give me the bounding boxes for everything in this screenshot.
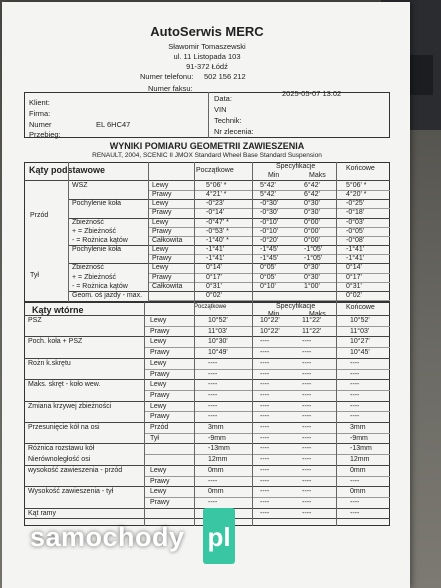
secondary-row-name: wysokość zawieszenia - przód	[28, 466, 123, 474]
secondary-row-final: ----	[350, 359, 360, 367]
basic-angles-title: Kąty podstawowe	[29, 165, 106, 175]
basic-col-initial: Początkowe	[196, 167, 234, 174]
secondary-row-initial: 12mm	[208, 456, 228, 464]
plate-number-value: EL 6HC47	[96, 120, 131, 129]
basic-row-final: 4°20' *	[346, 191, 367, 199]
secondary-row-final: 3mm	[350, 424, 366, 431]
basic-row-initial: -0°23'	[206, 200, 225, 208]
secondary-row-name: Kąt ramy	[28, 509, 57, 517]
secondary-row-initial: ----	[208, 477, 218, 485]
basic-row-min: 0°05'	[260, 273, 276, 281]
basic-row-min: 0°10'	[260, 282, 276, 290]
secondary-row-divider	[144, 390, 390, 391]
site-watermark	[30, 508, 250, 568]
basic-col-divider	[194, 162, 195, 302]
secondary-row-side: Tył	[150, 434, 159, 442]
basic-row-side: Lewy	[152, 182, 169, 189]
secondary-row-initial: -13mm	[208, 445, 230, 453]
secondary-row-min: 10°22'	[260, 317, 280, 324]
client-label: Klient:	[29, 98, 50, 107]
secondary-row-side: Prawy	[150, 327, 170, 335]
secondary-row-max: ----	[302, 466, 312, 474]
basic-row-initial: -1°41'	[206, 246, 225, 254]
secondary-row-final: 10°45'	[350, 349, 370, 357]
secondary-row-min: ----	[260, 488, 270, 496]
basic-row-min: -0°10'	[260, 227, 279, 235]
secondary-row-name: Nierównoległość osi	[28, 456, 91, 464]
basic-row-name: Pochylenie koła	[72, 200, 122, 208]
secondary-row-side: Lewy	[150, 381, 167, 389]
secondary-row-side: Lewy	[150, 359, 167, 367]
basic-row-max: 1°00'	[304, 282, 320, 290]
secondary-row-max: ----	[302, 434, 312, 442]
secondary-col-initial: Początkowe	[194, 304, 227, 310]
basic-row-name: Geom. oś jazdy - max.	[72, 291, 143, 299]
basic-row-initial: -1°41'	[206, 255, 225, 263]
secondary-row-min: ----	[260, 509, 270, 517]
date-label: Data:	[214, 94, 232, 103]
secondary-row-min: ----	[260, 456, 270, 464]
basic-row-min: -1°45'	[260, 255, 279, 263]
basic-row-side: Prawy	[152, 255, 172, 263]
secondary-row-name: Rożn k.skrętu	[28, 359, 71, 367]
secondary-row-max: ----	[302, 445, 312, 453]
secondary-row-max: ----	[302, 424, 312, 431]
basic-row-max: -1°05'	[304, 255, 323, 263]
secondary-row-initial: ----	[208, 413, 218, 421]
vin-label: VIN	[214, 105, 227, 114]
basic-row-max: 0°00'	[304, 227, 320, 235]
secondary-row-initial: 10°30'	[208, 338, 228, 346]
secondary-row-side: Lewy	[150, 466, 167, 474]
date-value: 2025-05-07 13:02	[282, 89, 342, 98]
secondary-row-final: ----	[350, 477, 360, 485]
watermark-text: samochody	[30, 522, 185, 552]
secondary-row-name: Poch. koła + PSZ	[28, 338, 83, 346]
city-address: 91-372 Łódź	[186, 62, 228, 71]
secondary-row-max: ----	[302, 338, 312, 346]
secondary-row-final: ----	[350, 509, 360, 517]
secondary-row-initial: 0mm	[208, 466, 224, 474]
secondary-row-initial: ----	[208, 370, 218, 378]
secondary-row-max: 11°22'	[302, 327, 322, 335]
basic-row-min: -0°10'	[260, 218, 279, 226]
basic-row-final: 0°14'	[346, 264, 362, 272]
basic-col-final: Końcowe	[346, 165, 375, 172]
report-title: WYNIKI POMIARU GEOMETRII ZAWIESZENIA	[109, 141, 305, 151]
basic-row-divider	[68, 263, 390, 264]
secondary-row-divider	[144, 347, 390, 348]
secondary-row-initial: ----	[208, 359, 218, 367]
secondary-row-max: ----	[302, 391, 312, 399]
secondary-row-min: ----	[260, 413, 270, 421]
owner-name: Sławomir Tomaszewski	[168, 42, 246, 51]
basic-row-final: -1°41'	[346, 246, 365, 254]
secondary-row-side: Przód	[150, 424, 169, 431]
front-axle-label: Przód	[30, 212, 49, 219]
plate-number-label: Numer	[29, 120, 52, 129]
secondary-col-final: Końcowe	[346, 304, 375, 311]
secondary-row-min: ----	[260, 477, 270, 485]
company-label: Firma:	[29, 109, 51, 118]
secondary-row-min: ----	[260, 424, 270, 431]
secondary-row-side: Prawy	[150, 349, 170, 357]
basic-row-final: -0°25'	[346, 200, 365, 208]
fax-label: Numer faksu:	[148, 84, 193, 93]
basic-row-final: -1°41'	[346, 255, 365, 263]
basic-row-name: + = Zbieżność	[72, 273, 116, 281]
secondary-row-final: ----	[350, 498, 360, 506]
order-number-label: Nr zlecenia:	[214, 127, 254, 136]
basic-row-max: 6°42'	[304, 191, 320, 199]
basic-row-side: Prawy	[152, 227, 172, 235]
basic-row-side: Lewy	[152, 218, 169, 226]
secondary-row-final: 10°27'	[350, 338, 370, 346]
secondary-row-side: Prawy	[150, 413, 170, 421]
basic-row-max: -1°05'	[304, 246, 323, 254]
basic-row-max: 0°30'	[304, 200, 320, 208]
secondary-row-min: ----	[260, 434, 270, 442]
secondary-row-final: ----	[350, 381, 360, 389]
basic-row-initial: 0°14'	[206, 264, 222, 272]
secondary-row-divider	[144, 497, 390, 498]
basic-row-initial: -0°47' *	[206, 218, 229, 226]
basic-row-side: Prawy	[152, 209, 172, 217]
secondary-row-min: ----	[260, 445, 270, 453]
basic-row-final: -0°05'	[346, 227, 365, 235]
mileage-label: Przebieg:	[29, 130, 61, 139]
secondary-row-side: Prawy	[150, 391, 170, 399]
basic-col-divider	[148, 162, 149, 302]
secondary-row-max: ----	[302, 456, 312, 464]
basic-row-final: 0°02'	[346, 291, 362, 299]
secondary-row-initial: 3mm	[208, 424, 224, 431]
basic-row-final: 0°31'	[346, 282, 362, 290]
basic-row-initial: 4°21' *	[206, 191, 227, 199]
secondary-row-initial: ----	[208, 381, 218, 389]
basic-col-divider	[336, 162, 337, 302]
secondary-row-max: ----	[302, 349, 312, 357]
basic-row-final: 0°17'	[346, 273, 362, 281]
basic-row-name: - = Rożnica kątów	[72, 236, 128, 244]
secondary-row-min: ----	[260, 349, 270, 357]
basic-row-min: -0°20'	[260, 236, 279, 244]
secondary-row-min: ----	[260, 381, 270, 389]
shop-name: AutoSerwis MERC	[150, 24, 264, 39]
basic-row-min: 5°42'	[260, 182, 276, 189]
secondary-row-min: ----	[260, 359, 270, 367]
secondary-row-min: 10°22'	[260, 327, 280, 335]
phone-label: Numer telefonu:	[140, 72, 194, 81]
secondary-row-name: Różnica rozstawu kół	[28, 445, 95, 453]
secondary-row-name: Przesunięcie kół na osi	[28, 424, 100, 431]
basic-row-initial: -0°53' *	[206, 227, 229, 235]
secondary-row-side: Prawy	[150, 477, 170, 485]
secondary-row-final: 11°03'	[350, 327, 370, 335]
secondary-row-initial: -9mm	[208, 434, 226, 442]
basic-row-final: 5°06' *	[346, 182, 367, 189]
technician-label: Technik:	[214, 116, 242, 125]
secondary-col-spec: Specyfikacje	[276, 303, 316, 310]
basic-row-side: Prawy	[152, 273, 172, 281]
secondary-row-final: 0mm	[350, 488, 366, 496]
basic-row-side: Całkowita	[152, 282, 183, 290]
watermark-box	[203, 508, 235, 564]
secondary-row-final: 12mm	[350, 456, 370, 464]
secondary-row-min: ----	[260, 391, 270, 399]
basic-row-max: 0°30'	[304, 273, 320, 281]
secondary-row-initial: ----	[208, 498, 218, 506]
secondary-row-final: -9mm	[350, 434, 368, 442]
secondary-col-divider	[336, 302, 337, 526]
secondary-row-name: Wysokość zawieszenia - tył	[28, 488, 114, 496]
secondary-row-divider	[144, 411, 390, 412]
basic-row-divider	[68, 218, 390, 219]
basic-col-divider	[68, 162, 69, 302]
basic-row-min: -0°30'	[260, 209, 279, 217]
basic-row-name: Zbieżność	[72, 264, 104, 272]
basic-row-final: -0°08'	[346, 236, 365, 244]
secondary-row-divider	[144, 433, 390, 434]
secondary-row-min: ----	[260, 370, 270, 378]
basic-row-final: -0°03'	[346, 218, 365, 226]
basic-row-divider	[148, 300, 390, 301]
watermark-box-text: pl	[207, 522, 231, 552]
secondary-row-divider	[144, 326, 390, 327]
basic-row-initial: -0°14'	[206, 209, 225, 217]
secondary-row-name: Maks. skręt - koło wew.	[28, 381, 101, 389]
secondary-row-max: ----	[302, 488, 312, 496]
secondary-col-divider	[194, 302, 195, 526]
secondary-row-max: 11°22'	[302, 317, 322, 324]
secondary-row-initial: ----	[208, 402, 218, 410]
basic-row-max: 0°00'	[304, 236, 320, 244]
secondary-row-divider	[144, 476, 390, 477]
secondary-row-side: Lewy	[150, 488, 167, 496]
secondary-col-max: Maks	[309, 311, 326, 318]
secondary-row-max: ----	[302, 359, 312, 367]
secondary-row-final: ----	[350, 391, 360, 399]
secondary-row-divider	[144, 454, 390, 455]
basic-row-side: Prawy	[152, 191, 172, 199]
secondary-row-max: ----	[302, 370, 312, 378]
secondary-row-max: ----	[302, 402, 312, 410]
secondary-row-name: PSZ	[28, 317, 42, 324]
secondary-row-min: ----	[260, 402, 270, 410]
basic-col-min: Min	[268, 172, 280, 179]
secondary-row-final: -13mm	[350, 445, 372, 453]
secondary-col-divider	[252, 302, 253, 526]
secondary-row-final: ----	[350, 402, 360, 410]
secondary-row-min: ----	[260, 466, 270, 474]
secondary-row-initial: 10°52'	[208, 317, 228, 324]
client-info-box	[24, 89, 390, 138]
basic-row-final: -0°18'	[346, 209, 365, 217]
basic-col-divider	[252, 162, 253, 302]
secondary-angles-title: Kąty wtórne	[32, 305, 84, 315]
alignment-report-sheet	[2, 2, 410, 588]
basic-row-min: 0°05'	[260, 264, 276, 272]
secondary-row-max: ----	[302, 509, 312, 517]
basic-row-name: - = Rożnica kątów	[72, 282, 128, 290]
secondary-row-final: ----	[350, 413, 360, 421]
secondary-row-max: ----	[302, 477, 312, 485]
secondary-row-initial: 11°03'	[208, 327, 228, 335]
secondary-row-max: ----	[302, 413, 312, 421]
basic-row-min: -0°30'	[260, 200, 279, 208]
phone-number: 502 156 212	[204, 72, 246, 81]
secondary-row-initial: 10°49'	[208, 349, 228, 357]
basic-row-side: Lewy	[152, 264, 169, 272]
secondary-row-name: Zmiana krzywej zbieżności	[28, 402, 112, 410]
secondary-row-side: Lewy	[150, 317, 167, 324]
basic-row-initial: 0°17'	[206, 273, 222, 281]
basic-row-initial: 5°06' *	[206, 182, 227, 189]
basic-col-spec: Specyfikacje	[276, 163, 316, 170]
secondary-row-initial: 0mm	[208, 488, 224, 496]
secondary-row-initial: ----	[208, 391, 218, 399]
secondary-row-side: Lewy	[150, 402, 167, 410]
basic-row-name: + = Zbieżność	[72, 227, 116, 235]
basic-row-min: -1°45'	[260, 246, 279, 254]
secondary-row-final: 10°52'	[350, 317, 370, 324]
basic-row-side: Lewy	[152, 246, 169, 254]
basic-row-side: Całkowita	[152, 236, 183, 244]
basic-row-name: Zbieżność	[72, 218, 104, 226]
basic-row-name: Pochylenie koła	[72, 246, 122, 254]
basic-col-max: Maks	[309, 172, 326, 179]
basic-row-min: 5°42'	[260, 191, 276, 199]
basic-row-initial: 0°31'	[206, 282, 222, 290]
vehicle-description: RENAULT, 2004, SCENIC II JMOX Standard Wheel Base Standard Suspension	[92, 152, 322, 159]
secondary-row-side: Prawy	[150, 370, 170, 378]
rear-axle-label: Tył	[30, 272, 39, 279]
secondary-row-final: 0mm	[350, 466, 366, 474]
secondary-row-final: ----	[350, 370, 360, 378]
secondary-row-min: ----	[260, 338, 270, 346]
secondary-row-min: ----	[260, 498, 270, 506]
secondary-row-side: Lewy	[150, 338, 167, 346]
basic-row-max: 0°30'	[304, 209, 320, 217]
street-address: ul. 11 Listopada 103	[173, 52, 241, 61]
basic-row-side: Lewy	[152, 200, 169, 208]
secondary-row-max: ----	[302, 381, 312, 389]
basic-row-initial: -1°40' *	[206, 236, 229, 244]
secondary-row-side: Prawy	[150, 498, 170, 506]
basic-row-max: 0°00'	[304, 218, 320, 226]
secondary-col-min: Min	[268, 311, 280, 318]
secondary-row-max: ----	[302, 498, 312, 506]
basic-row-initial: 0°02'	[206, 291, 222, 299]
basic-row-max: 0°30'	[304, 264, 320, 272]
secondary-row-divider	[144, 369, 390, 370]
basic-row-name: WSZ	[72, 182, 88, 189]
basic-row-max: 6°42'	[304, 182, 320, 189]
secondary-col-divider	[144, 302, 145, 526]
